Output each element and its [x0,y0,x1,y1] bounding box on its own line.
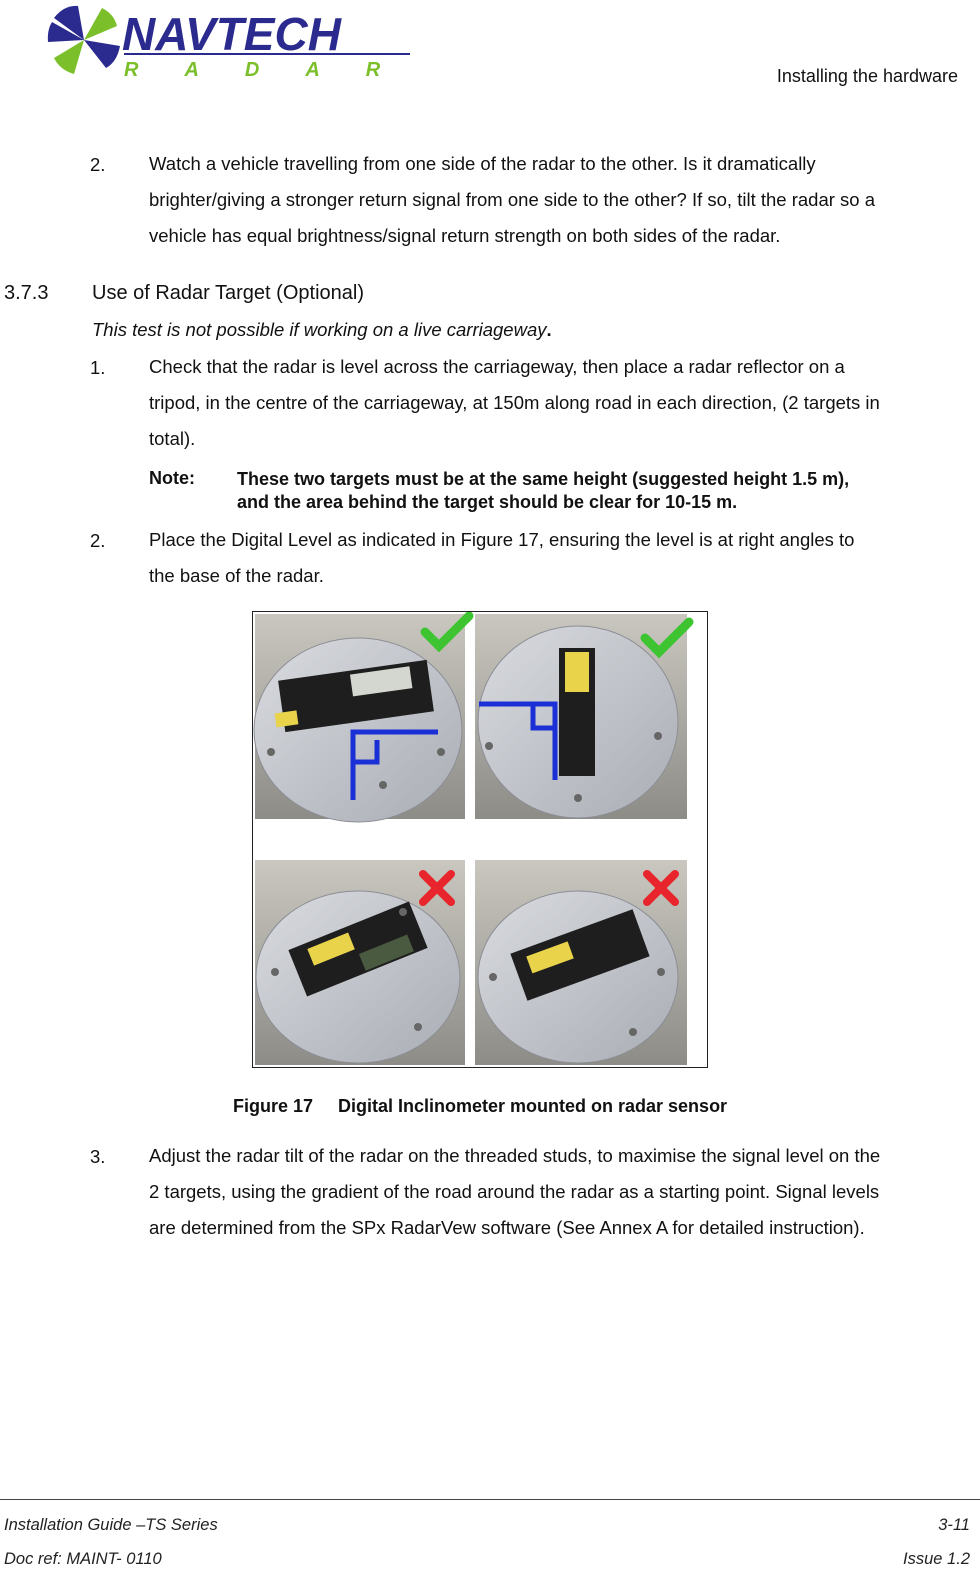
text-line: tripod, in the centre of the carriageway, at 150m along road in each direction, (2 targets in [149,392,880,413]
text-line: total). [149,428,196,449]
text-line: Watch a vehicle travelling from one side of the radar to the other. Is it dramatically [149,153,816,174]
step-number: 3. [90,1146,106,1167]
step-number: 2. [90,154,106,175]
intro-italic: This test is not possible if working on a live carriageway [92,319,547,340]
footer-page-number: 3-11 [938,1516,970,1534]
navtech-radar-logo [44,0,414,82]
figure-caption-text: Digital Inclinometer mounted on radar sensor [338,1096,728,1116]
svg-text:NAVTECH: NAVTECH [122,8,341,60]
note-label: Note: [149,468,195,488]
section-intro [92,312,552,348]
footer-doc-ref: Doc ref: MAINT- 0110 [4,1550,162,1568]
step-number: 2. [90,530,106,551]
footer-divider [0,1499,980,1500]
section-number: 3.7.3 [4,282,49,304]
note-line: and the area behind the target should be clear for 10-15 m. [237,492,738,512]
text-line: brighter/giving a stronger return signal from one side to the other? If so, tilt the radar so a [149,189,875,210]
figure-caption-number: Figure 17 [233,1096,314,1116]
text-line: Adjust the radar tilt of the radar on the threaded studs, to maximise the signal level on the [149,1145,881,1166]
svg-text:RADAR: RADAR [124,59,414,81]
text-line: Place the Digital Level as indicated in Figure 17, ensuring the level is at right angles to [149,529,855,550]
text-line: the base of the radar. [149,565,324,586]
step-number: 1. [90,357,106,378]
text-line: Check that the radar is level across the carriageway, then place a radar reflector on a [149,356,845,377]
logo-fan-icon [48,6,120,74]
intro-end: . [546,319,552,340]
text-line: vehicle has equal brightness/signal return strength on both sides of the radar. [149,225,781,246]
text-line: are determined from the SPx RadarVew software (See Annex A for detailed instruction). [149,1217,865,1238]
note-line: These two targets must be at the same height (suggested height 1.5 m), [237,469,850,489]
footer-issue: Issue 1.2 [903,1550,970,1568]
section-title: Use of Radar Target (Optional) [92,282,364,304]
text-line: 2 targets, using the gradient of the road around the radar as a starting point. Signal levels [149,1181,880,1202]
footer-guide-title: Installation Guide –TS Series [4,1516,218,1534]
figure-17-image [252,611,708,1068]
header-title: Installing the hardware [776,66,958,86]
note-text [237,468,957,514]
